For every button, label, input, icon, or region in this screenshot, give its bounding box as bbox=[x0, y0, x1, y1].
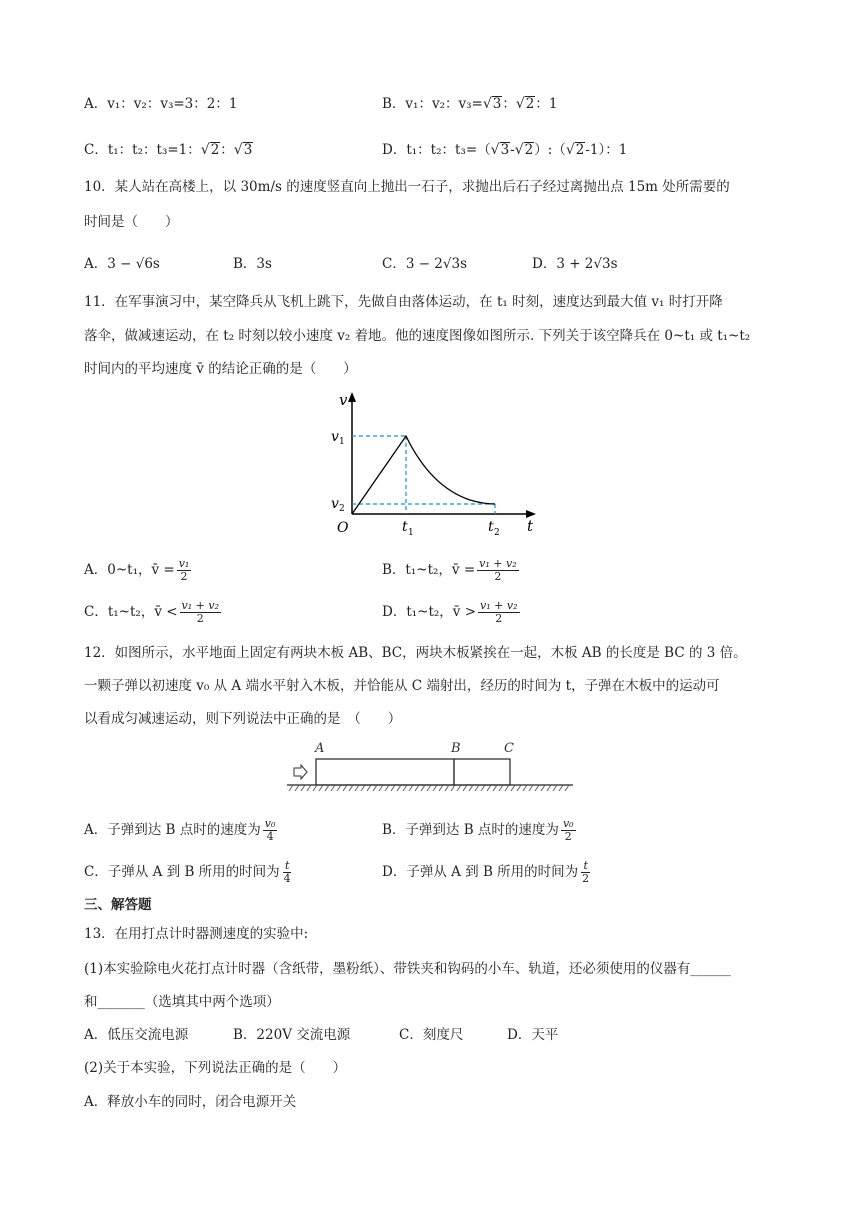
graph-origin-label: O bbox=[337, 520, 349, 536]
q9-option-d: D．t₁：t₂：t₃=（√3-√2）:（√2-1）：1 bbox=[382, 142, 628, 158]
q12-option-a: A．子弹到达 B 点时的速度为 $\frac{\text{v₀}}{4}$ bbox=[84, 817, 276, 843]
wood-board-diagram bbox=[285, 735, 575, 797]
graph-v1-sub: 1 bbox=[339, 437, 345, 447]
graph-axis-v-label: v bbox=[339, 391, 348, 409]
q11-option-c: C．t₁~t₂，v̄ < $\frac{\text{v₁ + v₂}}{2}$ bbox=[84, 599, 220, 625]
graph-v2-sub: 2 bbox=[339, 504, 345, 514]
q13-part1-line1: (1)本实验除电火花打点计时器（含纸带，墨粉纸）、带铁夹和钩码的小车、轨道，还必须使用的仪器有______ bbox=[84, 961, 731, 977]
q11-stem-line2: 落伞，做减速运动，在 t₂ 时刻以较小速度 v₂ 着地。他的速度图像如图所示. 下列关于该空降兵在 0~t₁ 或 t₁~t₂ bbox=[84, 328, 751, 344]
section-heading: 三、解答题 bbox=[84, 897, 152, 913]
q12-stem-line1: 12．如图所示，水平地面上固定有两块木板 AB、BC，两块木板紧挨在一起，木板 AB 的长度是 BC 的 3 倍。 bbox=[84, 645, 747, 661]
graph-t1-label: t bbox=[402, 519, 408, 535]
board-label-a: A bbox=[315, 741, 325, 756]
q12-option-d: D．子弹从 A 到 B 所用的时间为 $\frac{t}{2}$ bbox=[382, 859, 590, 885]
q13-part2-option-a: A．释放小车的同时，闭合电源开关 bbox=[84, 1094, 297, 1110]
bullet-arrow-icon bbox=[294, 765, 307, 779]
q9-option-a: A．v₁：v₂：v₃=3：2：1 bbox=[84, 96, 238, 112]
q13-option-d: D．天平 bbox=[507, 1027, 559, 1043]
graph-t2-sub: 2 bbox=[494, 528, 500, 538]
graph-t1-sub: 1 bbox=[408, 528, 414, 538]
graph-v1-label: v bbox=[331, 429, 339, 445]
q10-stem-line2: 时间是（ ） bbox=[84, 214, 179, 230]
q11-option-a: A．0~t₁，v̄ = $\frac{\text{v₁}}{2}$ bbox=[84, 557, 190, 583]
q11-option-d: D．t₁~t₂，v̄ > $\frac{\text{v₁ + v₂}}{2}$ bbox=[382, 599, 518, 625]
q10-stem-line1: 10．某人站在高楼上，以 30m/s 的速度竖直向上抛出一石子，求抛出后石子经过离抛出点 15m 处所需要的 bbox=[84, 179, 730, 195]
q12-option-b: B．子弹到达 B 点时的速度为 $\frac{\text{v₀}}{2}$ bbox=[382, 817, 574, 843]
q11-stem-line1: 11．在军事演习中，某空降兵从飞机上跳下，先做自由落体运动，在 t₁ 时刻，速度达到最大值 v₁ 时打开降 bbox=[84, 294, 723, 310]
q13-option-c: C．刻度尺 bbox=[399, 1027, 464, 1043]
q10-option-a: A．3 − √6s bbox=[84, 256, 160, 272]
q12-stem-line2: 一颗子弹以初速度 v₀ 从 A 端水平射入木板，并恰能从 C 端射出，经历的时间为 t，子弹在木板中的运动可 bbox=[84, 678, 720, 694]
board-label-b: B bbox=[451, 741, 461, 756]
q10-option-d: D．3 + 2√3s bbox=[532, 256, 618, 272]
q9-option-b: B．v₁：v₂：v₃=√3：√2：1 bbox=[382, 96, 558, 112]
q12-option-c: C．子弹从 A 到 B 所用的时间为 $\frac{t}{4}$ bbox=[84, 859, 291, 885]
q13-option-b: B．220V 交流电源 bbox=[233, 1027, 351, 1043]
q10-option-c: C．3 − 2√3s bbox=[382, 256, 468, 272]
q12-stem-line3: 以看成匀减速运动，则下列说法中正确的是 （ ） bbox=[84, 711, 402, 727]
q13-option-a: A．低压交流电源 bbox=[84, 1027, 189, 1043]
q13-stem-line1: 13．在用打点计时器测速度的实验中: bbox=[84, 926, 309, 942]
graph-axis-t-label: t bbox=[527, 517, 534, 535]
graph-t2-label: t bbox=[488, 519, 494, 535]
q9-option-c: C．t₁：t₂：t₃=1：√2：√3 bbox=[84, 142, 253, 158]
q13-part2-stem: (2)关于本实验，下列说法正确的是（ ） bbox=[84, 1060, 347, 1076]
q11-option-b: B．t₁~t₂，v̄ = $\frac{\text{v₁ + v₂}}{2}$ bbox=[382, 557, 517, 583]
q13-part1-line2: 和_______（选填其中两个选项） bbox=[84, 994, 280, 1010]
graph-v2-label: v bbox=[331, 496, 339, 512]
q10-option-b: B．3s bbox=[233, 256, 272, 272]
board-label-c: C bbox=[504, 741, 514, 756]
velocity-time-graph bbox=[325, 390, 540, 540]
q11-stem-line3: 时间内的平均速度 v̄ 的结论正确的是（ ） bbox=[84, 361, 357, 377]
